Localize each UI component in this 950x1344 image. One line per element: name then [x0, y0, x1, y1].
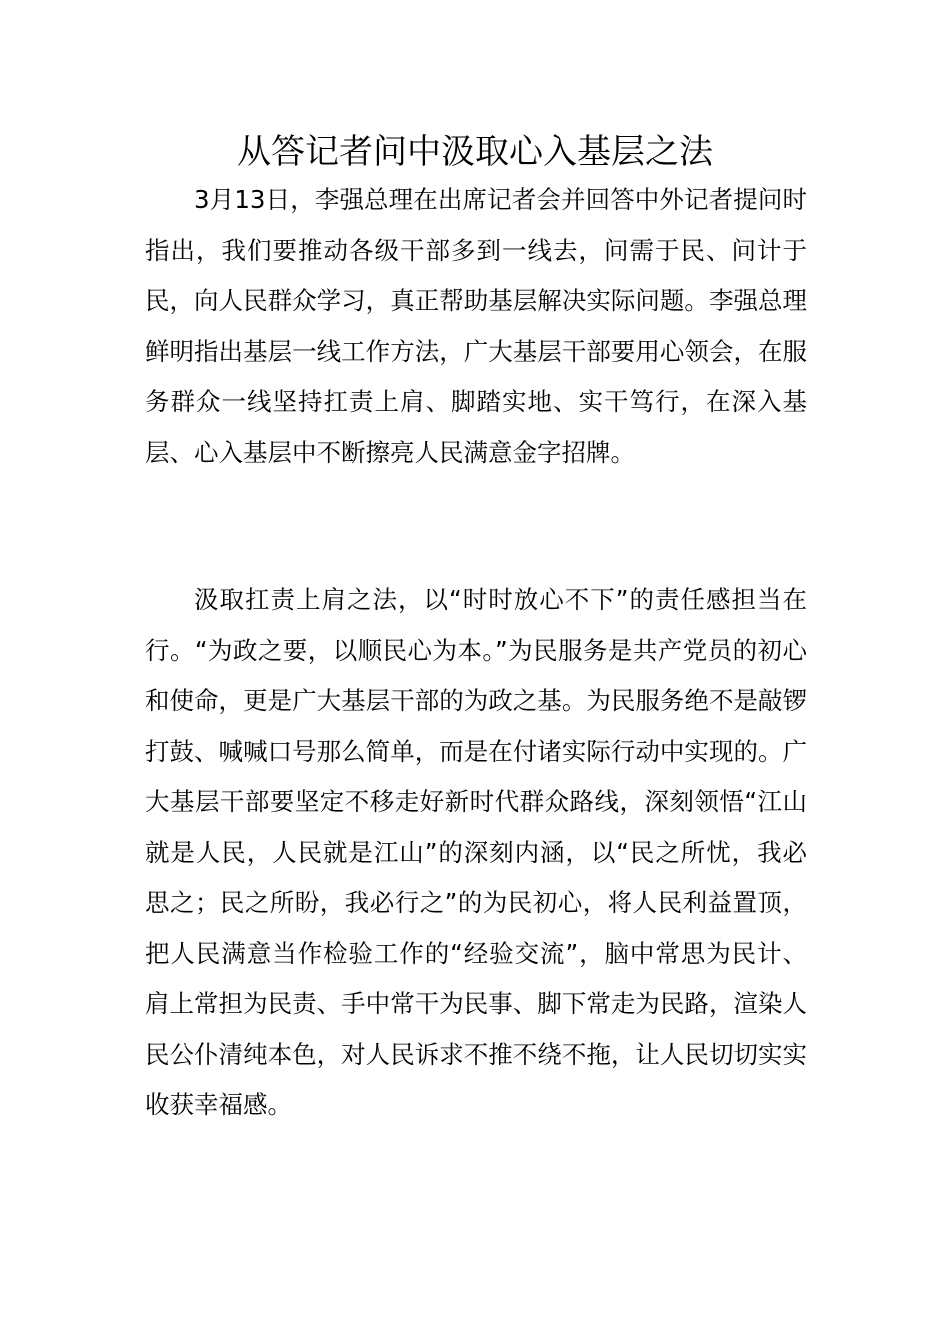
body-paragraph: 3月13日，李强总理在出席记者会并回答中外记者提问时指出，我们要推动各级干部多到一线去，问需于民、问计于民，向人民群众学习，真正帮助基层解决实际问题。李强总理鲜明指出基层一线工作方法，广大基层干部要用心领会，在服务群众一线坚持扛责上肩、脚踏实地、实干笃行，在深入基层、心入基层中不断擦亮人民满意金字招牌。	[145, 185, 807, 467]
body-paragraph: 汲取扛责上肩之法，以“时时放心不下”的责任感担当在行。“为政之要，以顺民心为本。”为民服务是共产党员的初心和使命，更是广大基层干部的为政之基。为民服务绝不是敲锣打鼓、喊喊口号那么简单，而是在付诸实际行动中实现的。广大基层干部要坚定不移走好新时代群众路线，深刻领悟“江山就是人民，人民就是江山”的深刻内涵，以“民之所忧，我必思之；民之所盼，我必行之”的为民初心，将人民利益置顶，把人民满意当作检验工作的“经验交流”，脑中常思为民计、肩上常担为民责、手中常干为民事、脚下常走为民路，渲染人民公仆清纯本色，对人民诉求不推不绕不拖，让人民切切实实收获幸福感。	[145, 585, 807, 1119]
document-title: 从答记者问中汲取心入基层之法	[237, 132, 713, 172]
